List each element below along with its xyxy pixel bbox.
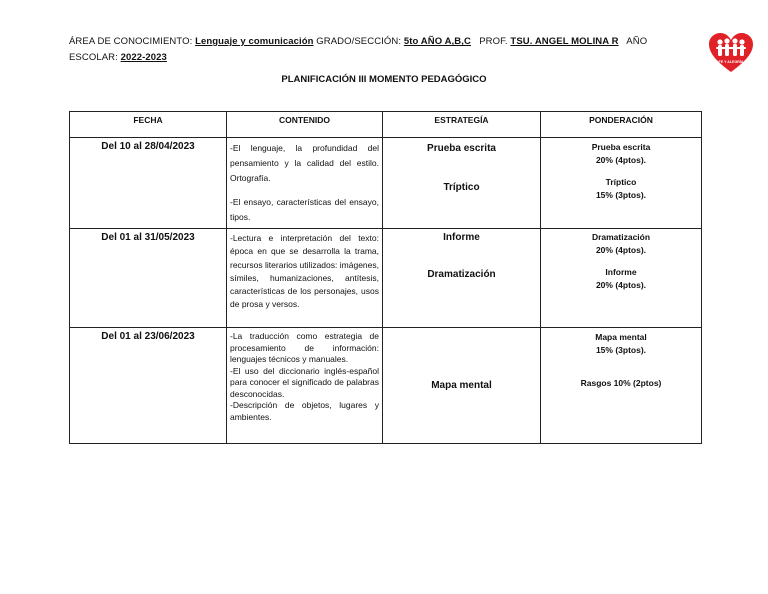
estrategia-item: Informe bbox=[443, 232, 480, 243]
contenido-item: -El ensayo, características del ensayo, tipos. bbox=[230, 197, 379, 222]
estrategia-cell bbox=[383, 138, 541, 229]
fecha-cell: Del 10 al 28/04/2023 bbox=[70, 138, 227, 229]
header-ponderacion: PONDERACIÓN bbox=[541, 112, 702, 138]
table-row bbox=[70, 328, 702, 444]
ponderacion-cell bbox=[541, 138, 702, 229]
ponderacion-name: Prueba escrita bbox=[591, 142, 651, 152]
contenido-item: -Lectura e interpretación del texto: época en que se desarrolla la trama, recursos literarios utilizados: imágenes, símiles, humanizaciones, antítesis, características de los personajes, usos de prosa y versos. bbox=[230, 233, 379, 310]
fecha-cell: Del 01 al 31/05/2023 bbox=[70, 229, 227, 328]
ponderacion-name: Dramatización bbox=[591, 232, 651, 242]
ponderacion-value: 15% (3ptos). bbox=[595, 190, 647, 200]
year-value: 2022-2023 bbox=[120, 52, 167, 63]
estrategia-cell bbox=[383, 328, 541, 444]
estrategia-cell bbox=[383, 229, 541, 328]
header-contenido: CONTENIDO bbox=[227, 112, 383, 138]
fe-y-alegria-logo bbox=[708, 33, 754, 73]
area-label: ÁREA DE CONOCIMIENTO: bbox=[69, 36, 193, 47]
prof-label: PROF. bbox=[479, 36, 508, 47]
table-row bbox=[70, 138, 702, 229]
contenido-cell bbox=[227, 328, 383, 444]
page-title: PLANIFICACIÓN III MOMENTO PEDAGÓGICO bbox=[281, 74, 487, 85]
ponderacion-name: Mapa mental bbox=[595, 332, 647, 342]
area-value: Lenguaje y comunicación bbox=[195, 36, 314, 47]
planning-table bbox=[69, 111, 702, 444]
contenido-item: -El lenguaje, la profundidad del pensamiento y la calidad del estilo. Ortografía. bbox=[230, 143, 379, 183]
table-header-row bbox=[70, 112, 702, 138]
ponderacion-value: 20% (4ptos). bbox=[595, 245, 647, 255]
contenido-item: -El uso del diccionario inglés-español para conocer el significado de palabras desconocidas. bbox=[230, 365, 379, 399]
year-label: AÑO ESCOLAR: bbox=[69, 36, 648, 63]
ponderacion-value: 20% (4ptos). bbox=[595, 155, 647, 165]
contenido-cell bbox=[227, 138, 383, 229]
header-estrategia: ESTRATEGÍA bbox=[383, 112, 541, 138]
estrategia-item: Mapa mental bbox=[431, 380, 492, 391]
estrategia-item: Prueba escrita bbox=[427, 143, 496, 154]
contenido-cell bbox=[227, 229, 383, 328]
ponderacion-name: Tríptico bbox=[605, 177, 637, 187]
estrategia-item: Dramatización bbox=[427, 269, 496, 280]
fecha-cell: Del 01 al 23/06/2023 bbox=[70, 328, 227, 444]
contenido-item: -La traducción como estrategia de procesamiento de información: lenguajes técnicos y manuales. bbox=[230, 331, 379, 364]
document-header bbox=[69, 34, 689, 66]
estrategia-item: Tríptico bbox=[443, 182, 480, 193]
ponderacion-cell bbox=[541, 328, 702, 444]
prof-value: TSU. ANGEL MOLINA R bbox=[510, 36, 619, 47]
logo-text: FE Y ALEGRÍA bbox=[718, 60, 744, 64]
ponderacion-cell bbox=[541, 229, 702, 328]
table-row bbox=[70, 229, 702, 328]
header-fecha: FECHA bbox=[70, 112, 227, 138]
ponderacion-value: 20% (4ptos). bbox=[595, 280, 647, 290]
ponderacion-value: 15% (3ptos). bbox=[595, 345, 647, 355]
contenido-item: -Descripción de objetos, lugares y ambientes. bbox=[230, 400, 379, 422]
ponderacion-name: Informe bbox=[605, 267, 637, 277]
ponderacion-name: Rasgos 10% (2ptos) bbox=[580, 378, 662, 388]
grado-label: GRADO/SECCIÓN: bbox=[316, 36, 402, 47]
grado-value: 5to AÑO A,B,C bbox=[403, 36, 471, 47]
